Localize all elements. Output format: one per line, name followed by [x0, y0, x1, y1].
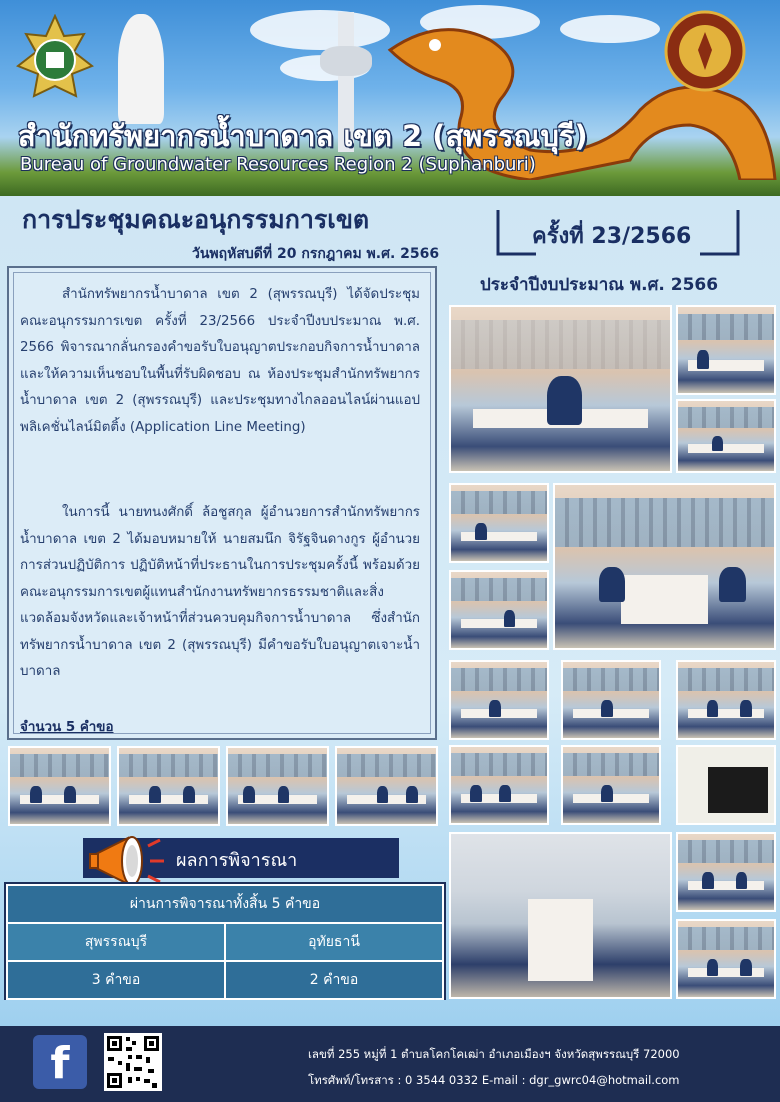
meeting-photo	[449, 745, 549, 825]
meeting-photo	[676, 832, 776, 912]
meeting-photo	[226, 746, 329, 826]
meeting-title: การประชุมคณะอนุกรรมการเขต	[22, 205, 370, 234]
meeting-date: วันพฤหัสบดีที่ 20 กรกฎาคม พ.ศ. 2566	[192, 246, 440, 262]
meeting-photo	[8, 746, 111, 826]
results-table	[6, 884, 444, 1000]
meeting-photo	[561, 745, 661, 825]
facebook-icon[interactable]: f	[33, 1035, 87, 1089]
meeting-photo	[449, 570, 549, 650]
meeting-photo	[117, 746, 220, 826]
province-uthaithani: อุทัยธานี	[225, 923, 443, 961]
summary-paragraph-1: สำนักทรัพยากรน้ำบาดาล เขต 2 (สุพรรณบุรี) ได้จัดประชุมคณะอนุกรรมการเขต ครั้งที่ 23/2566 ประจำปีงบประมาณ พ.ศ. 2566 พิจารณากลั่นกรองคำขอรับใบอนุญาตประกอบกิจการน้ำบาดาล และให้ความเห็นชอบในพื้นที่รับผิดชอบ ณ ห้องประชุมสำนักทรัพยากรน้ำบาดาล เขต 2 (สุพรรณบุรี) และประชุมทางไกลออนไลน์ผ่านแอปพลิเคชั่นไลน์มิตติ้ง (Application Line Meeting)	[20, 287, 420, 435]
meeting-photo-chairman	[449, 305, 672, 473]
results-summary: ผ่านการพิจารณาทั้งสิ้น 5 คำขอ	[7, 885, 443, 923]
meeting-photo	[676, 660, 776, 740]
meeting-photo-online-screen	[676, 745, 776, 825]
session-number: ครั้งที่ 23/2566	[532, 224, 692, 249]
results-heading: ผลการพิจารณา	[176, 850, 298, 871]
department-seal-icon	[664, 10, 746, 92]
fiscal-year: ประจำปีงบประมาณ พ.ศ. 2566	[480, 275, 719, 295]
meeting-photo	[449, 660, 549, 740]
agency-title-english: Bureau of Groundwater Resources Region 2 (Suphanburi)	[20, 154, 536, 175]
meeting-photo	[449, 483, 549, 563]
meeting-photo	[561, 660, 661, 740]
footer-contact: โทรศัพท์/โทรสาร : 0 3544 0332 E-mail : dgr_gwrc04@hotmail.com	[308, 1073, 680, 1087]
meeting-photo-room-wide	[553, 483, 776, 650]
agency-title-thai: สำนักทรัพยากรน้ำบาดาล เขต 2 (สุพรรณบุรี)	[18, 119, 588, 153]
request-count: จำนวน 5 คำขอ	[20, 720, 114, 735]
qr-code-icon	[104, 1033, 162, 1091]
count-suphanburi: 3 คำขอ	[7, 961, 225, 999]
meeting-photo	[676, 399, 776, 473]
buddha-statue-image	[118, 14, 164, 124]
province-suphanburi: สุพรรณบุรี	[7, 923, 225, 961]
meeting-photo	[335, 746, 438, 826]
summary-paragraph-2: ในการนี้ นายทนงศักดิ์ ล้อชูสกุล ผู้อำนวยการสำนักทรัพยากรน้ำบาดาล เขต 2 ได้มอบหมายให้ นายสมนึก จิรัฐจินดางกูร ผู้อำนวยการส่วนปฏิบัติการ ปฏิบัติหน้าที่ประธานในการประชุมครั้งนี้ พร้อมด้วยคณะอนุกรรมการเขตผู้แทนสำนักงานทรัพยากรธรรมชาติและสิ่งแวดล้อมจังหวัดและเจ้าหน้าที่ส่วนควบคุมกิจการน้ำบาดาล ซึ่งสำนักทรัพยากรน้ำบาดาล เขต 2 (สุพรรณบุรี) มีคำขอรับใบอนุญาตเจาะน้ำบาดาล	[20, 505, 420, 679]
meeting-photo-room-long-table	[449, 832, 672, 999]
count-uthaithani: 2 คำขอ	[225, 961, 443, 999]
agency-emblem-icon	[14, 14, 96, 108]
footer-address: เลขที่ 255 หมู่ที่ 1 ตำบลโคกโคเฒ่า อำเภอเมืองฯ จังหวัดสุพรรณบุรี 72000	[308, 1047, 680, 1061]
meeting-photo	[676, 305, 776, 395]
meeting-photo	[676, 919, 776, 999]
header-banner	[0, 0, 780, 196]
